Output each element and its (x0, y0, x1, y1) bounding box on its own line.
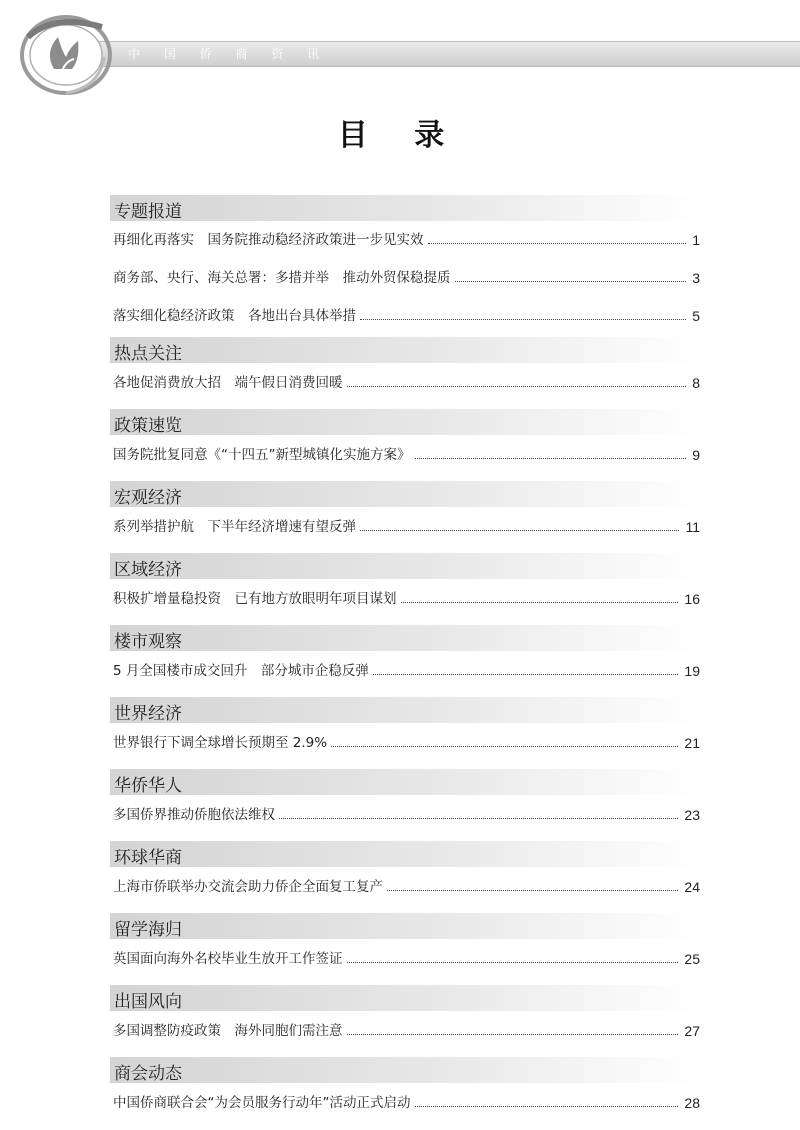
table-of-contents (110, 195, 700, 1111)
category-band (110, 337, 700, 363)
entry-title: 各地促消费放大招 端午假日消费回暖 (113, 375, 343, 391)
category-label: 环球华商 (114, 848, 182, 868)
entry-title: 中国侨商联合会“为会员服务行动年”活动正式启动 (113, 1095, 411, 1111)
dot-leader (415, 458, 687, 459)
entry-title: 再细化再落实 国务院推动稳经济政策进一步见实效 (113, 232, 424, 248)
category-label: 楼市观察 (114, 632, 182, 652)
entry-page: 3 (692, 270, 700, 286)
toc-entry[interactable] (110, 304, 700, 324)
toc-entry[interactable] (110, 515, 700, 535)
entry-title: 多国调整防疫政策 海外同胞们需注意 (113, 1023, 343, 1039)
entry-page: 28 (684, 1095, 700, 1111)
entry-title: 5 月全国楼市成交回升 部分城市企稳反弹 (113, 663, 369, 679)
toc-category (110, 985, 700, 1011)
dot-leader (347, 1034, 679, 1035)
toc-entry[interactable] (110, 659, 700, 679)
category-band (110, 553, 700, 579)
category-band (110, 409, 700, 435)
toc-entry[interactable] (110, 443, 700, 463)
dot-leader (360, 530, 679, 531)
toc-entry[interactable] (110, 587, 700, 607)
category-label: 商会动态 (114, 1064, 182, 1084)
toc-category (110, 195, 700, 221)
category-band (110, 195, 700, 221)
entry-page: 9 (692, 447, 700, 463)
category-band (110, 1057, 700, 1083)
category-label: 华侨华人 (114, 776, 182, 796)
category-band (110, 769, 700, 795)
entry-title: 上海市侨联举办交流会助力侨企全面复工复产 (113, 879, 383, 895)
toc-entry[interactable] (110, 731, 700, 751)
entry-page: 23 (684, 807, 700, 823)
entry-title: 积极扩增量稳投资 已有地方放眼明年项目谋划 (113, 591, 397, 607)
dot-leader (401, 602, 679, 603)
logo-emblem-icon (14, 7, 124, 97)
dot-leader (279, 818, 678, 819)
entry-page: 1 (692, 232, 700, 248)
entry-page: 19 (684, 663, 700, 679)
dot-leader (455, 281, 687, 282)
entry-page: 5 (692, 308, 700, 324)
entry-page: 21 (684, 735, 700, 751)
toc-entry[interactable] (110, 371, 700, 391)
toc-entry[interactable] (110, 947, 700, 967)
category-label: 专题报道 (114, 202, 182, 222)
entry-title: 落实细化稳经济政策 各地出台具体举措 (113, 308, 356, 324)
toc-category (110, 409, 700, 435)
dot-leader (347, 962, 679, 963)
toc-category (110, 625, 700, 651)
toc-entry[interactable] (110, 803, 700, 823)
category-label: 世界经济 (114, 704, 182, 724)
category-band (110, 625, 700, 651)
entry-page: 25 (684, 951, 700, 967)
page-title: 目 录 (337, 118, 463, 153)
toc-category (110, 769, 700, 795)
entry-title: 国务院批复同意《“十四五”新型城镇化实施方案》 (113, 447, 411, 463)
entry-title: 世界银行下调全球增长预期至 2.9% (113, 735, 328, 751)
entry-title: 商务部、央行、海关总署：多措并举 推动外贸保稳提质 (113, 270, 451, 286)
dot-leader (331, 746, 678, 747)
toc-category (110, 553, 700, 579)
toc-category (110, 337, 700, 363)
entry-page: 11 (685, 519, 700, 535)
category-label: 出国风向 (114, 992, 182, 1012)
entry-title: 多国侨界推动侨胞依法维权 (113, 807, 275, 823)
category-band (110, 697, 700, 723)
category-label: 区域经济 (114, 560, 182, 580)
entry-page: 27 (684, 1023, 700, 1039)
dot-leader (415, 1106, 679, 1107)
category-label: 宏观经济 (114, 488, 182, 508)
dot-leader (360, 319, 686, 320)
entry-title: 系列举措护航 下半年经济增速有望反弹 (113, 519, 356, 535)
category-label: 留学海归 (114, 920, 182, 940)
category-band (110, 481, 700, 507)
category-label: 政策速览 (114, 416, 182, 436)
entry-title: 英国面向海外名校毕业生放开工作签证 (113, 951, 343, 967)
toc-category (110, 481, 700, 507)
entry-page: 24 (684, 879, 700, 895)
toc-category (110, 913, 700, 939)
toc-entry[interactable] (110, 875, 700, 895)
entry-page: 16 (684, 591, 700, 607)
dot-leader (373, 674, 679, 675)
header-title: 中 国 侨 商 资 讯 (128, 47, 330, 61)
toc-entry[interactable] (110, 228, 700, 248)
toc-entry[interactable] (110, 266, 700, 286)
entry-page: 8 (692, 375, 700, 391)
toc-entry[interactable] (110, 1019, 700, 1039)
toc-category (110, 841, 700, 867)
dot-leader (428, 243, 687, 244)
category-label: 热点关注 (114, 344, 182, 364)
toc-entry[interactable] (110, 1091, 700, 1111)
category-band (110, 985, 700, 1011)
dot-leader (347, 386, 687, 387)
toc-category (110, 1057, 700, 1083)
toc-category (110, 697, 700, 723)
category-band (110, 913, 700, 939)
dot-leader (387, 890, 678, 891)
category-band (110, 841, 700, 867)
